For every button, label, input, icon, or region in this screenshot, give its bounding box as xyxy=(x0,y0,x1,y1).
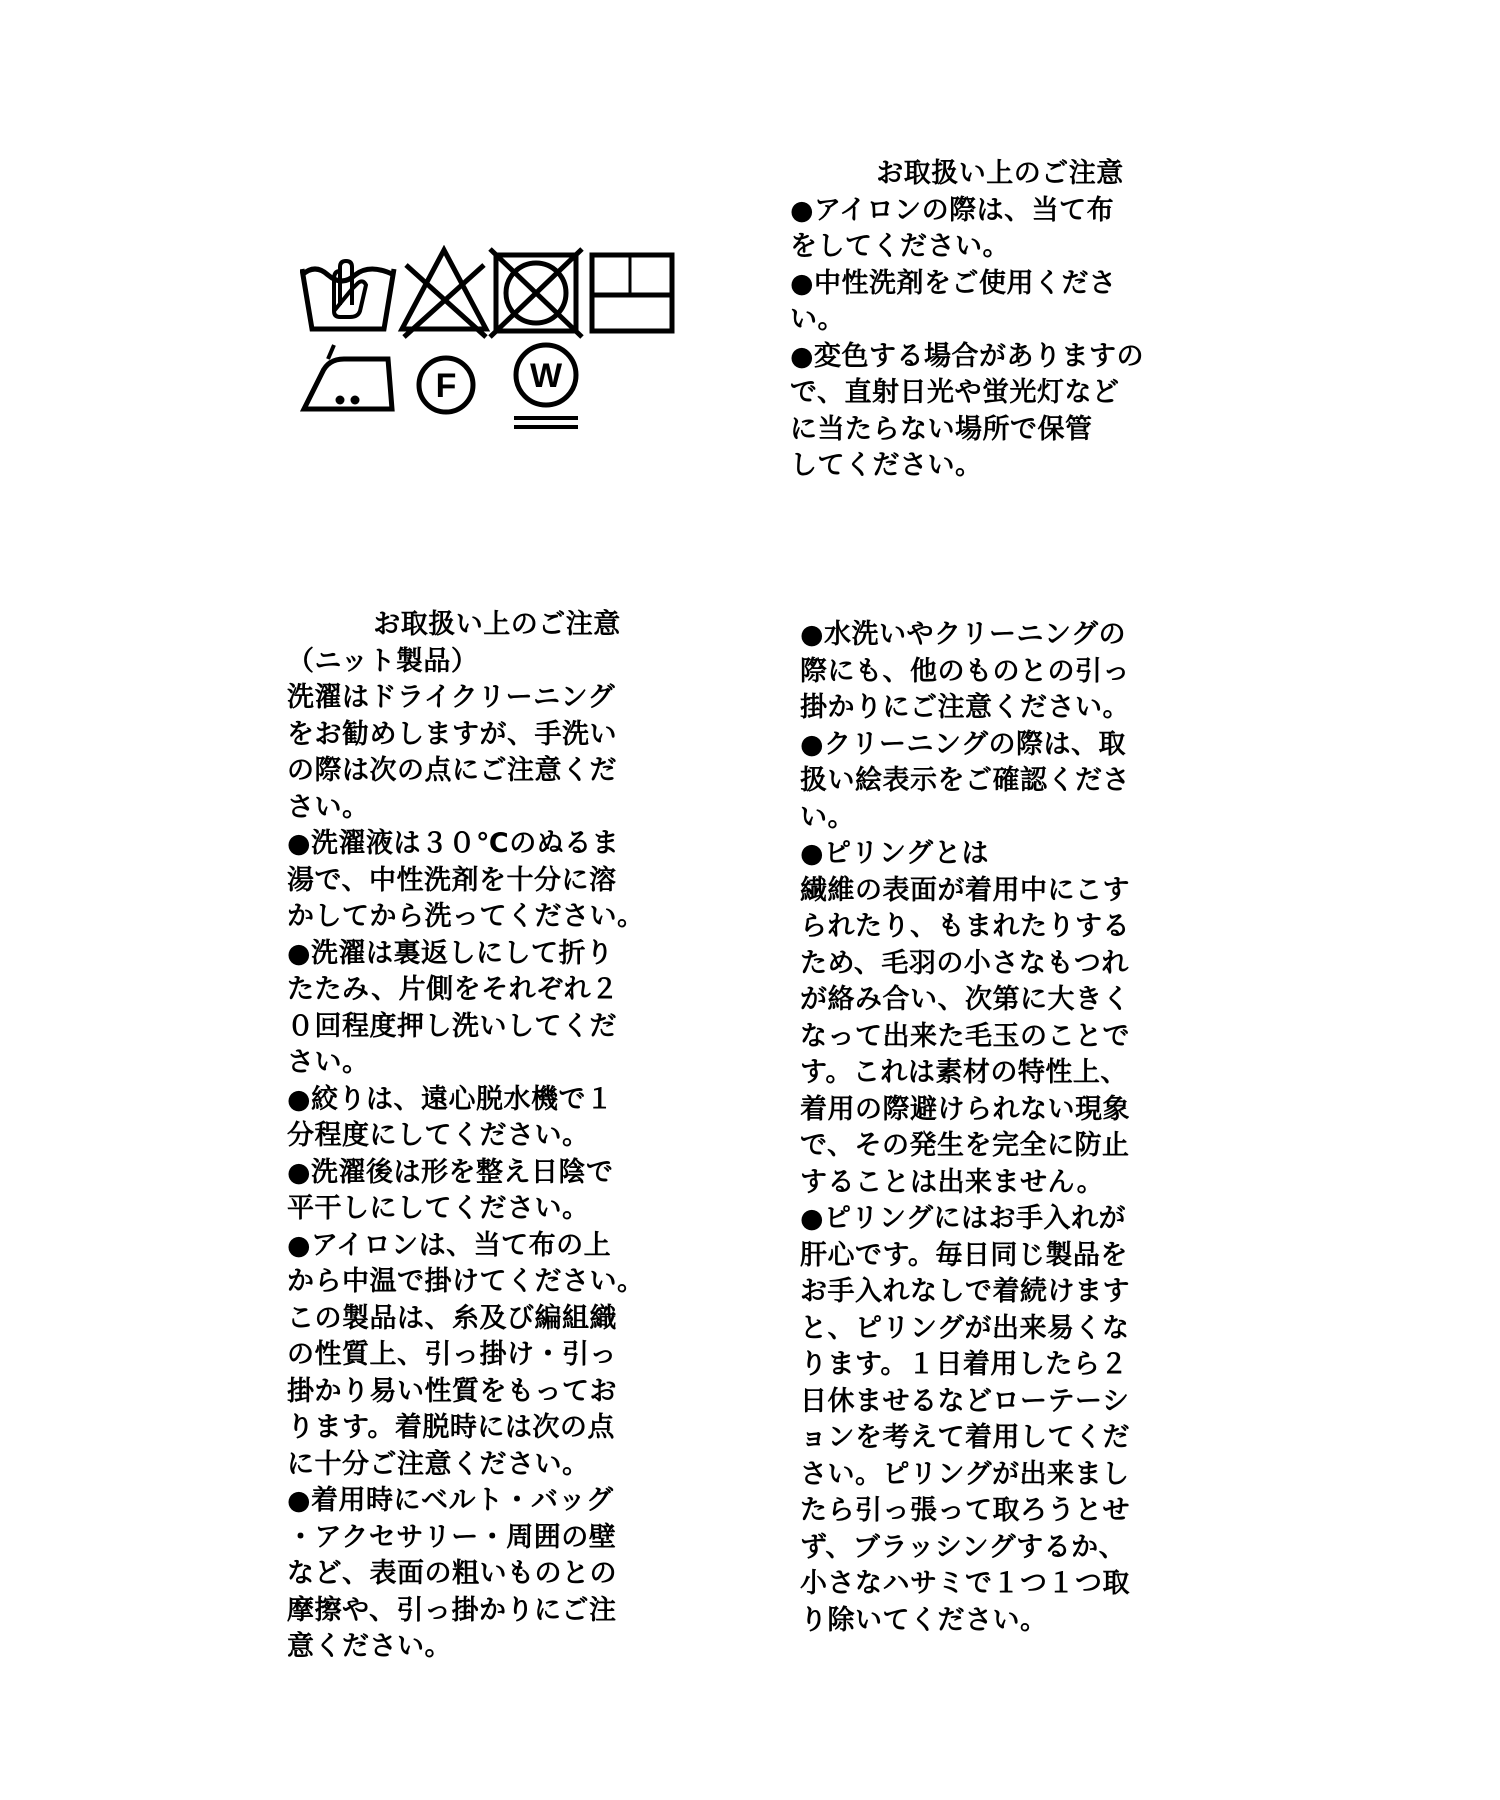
bottom-right-line: お手入れなしで着続けます xyxy=(800,1276,1130,1307)
top-right-line: ●中性洗剤をご使用くださ xyxy=(790,267,1117,299)
bottom-left-line: 分程度にしてください。 xyxy=(287,1120,590,1151)
bottom-right-line: が絡み合い、次第に大きく xyxy=(800,984,1130,1015)
bottom-right-line: 日休ませるなどローテーシ xyxy=(800,1385,1130,1417)
top-right-line: をしてください。 xyxy=(790,231,1010,262)
bottom-left-line: 湯で、中性洗剤を十分に溶 xyxy=(287,864,617,896)
bottom-right-line: す。これは素材の特性上、 xyxy=(800,1057,1128,1088)
bottom-right-line: なって出来た毛玉のことで xyxy=(800,1020,1130,1052)
bottom-left-line: 意ください。 xyxy=(287,1631,452,1662)
bottom-left-line: かしてから洗ってください。 xyxy=(287,901,645,932)
bottom-left-line: から中温で掛けてください。 xyxy=(287,1266,645,1297)
bottom-right-line: ため、毛羽の小さなもつれ xyxy=(800,947,1129,979)
hand-wash-icon xyxy=(302,261,394,329)
bottom-left-line: ●着用時にベルト・バッグ xyxy=(287,1485,614,1516)
care-notes-knit xyxy=(287,607,707,1666)
bottom-right-line: 繊維の表面が着用中にこす xyxy=(800,874,1130,906)
top-right-line: ●アイロンの際は、当て布 xyxy=(790,194,1115,226)
bottom-left-subtitle: （ニット製品） xyxy=(287,645,479,677)
bottom-right-line: さい。ピリングが出来まし xyxy=(800,1458,1130,1490)
bottom-right-line: 掛かりにご注意ください。 xyxy=(800,692,1130,723)
bottom-right-line: ●クリーニングの際は、取 xyxy=(800,728,1127,760)
bottom-right-line: ョンを考えて着用してくだ xyxy=(800,1422,1130,1453)
bottom-right-line: 扱い絵表示をご確認くださ xyxy=(800,765,1130,796)
bottom-left-line: の際は次の点にご注意くだ xyxy=(287,755,617,786)
iron-medium-icon xyxy=(304,345,392,409)
bottom-left-line: 平干しにしてください。 xyxy=(287,1193,590,1224)
bottom-left-line: など、表面の粗いものとの xyxy=(287,1558,617,1589)
bottom-right-line: ●ピリングにはお手入れが xyxy=(800,1203,1127,1234)
top-right-line: い。 xyxy=(790,304,845,335)
bottom-left-line: ●洗濯後は形を整え日陰で xyxy=(287,1156,614,1188)
bottom-right-line: ●ピリングとは xyxy=(800,838,990,869)
top-right-line: ●変色する場合がありますの xyxy=(790,340,1145,372)
bottom-left-line: ●洗濯液は３０℃のぬるま xyxy=(287,828,620,859)
bottom-left-line: さい。 xyxy=(287,791,370,823)
bottom-left-line: ●アイロンは、当て布の上 xyxy=(287,1229,612,1261)
top-right-line: に当たらない場所で保管 xyxy=(790,413,1093,445)
care-notes-pilling xyxy=(800,617,1220,1639)
iron-dot-1 xyxy=(336,396,345,405)
bottom-right-line: 着用の際避けられない現象 xyxy=(800,1093,1130,1125)
bottom-left-line: ●洗濯は裏返しにして折り xyxy=(287,937,614,969)
no-tumble-dry-icon xyxy=(490,249,582,337)
bottom-right-line: たら引っ張って取ろうとせ xyxy=(800,1495,1130,1526)
bottom-left-line: ・アクセサリー・周囲の壁 xyxy=(287,1521,617,1553)
bottom-left-line: ●絞りは、遠心脱水機で１ xyxy=(287,1083,614,1115)
bottom-left-line: この製品は、糸及び編組織 xyxy=(287,1302,617,1334)
bottom-right-line: ず、ブラッシングするか、 xyxy=(800,1531,1127,1563)
iron-dot-2 xyxy=(351,396,360,405)
bottom-right-line: で、その発生を完全に防止 xyxy=(800,1130,1130,1161)
bottom-left-line: をお勧めしますが、手洗い xyxy=(287,718,617,750)
bottom-left-line: 摩擦や、引っ掛かりにご注 xyxy=(287,1594,617,1626)
care-symbols xyxy=(300,245,700,445)
bottom-left-line: さい。 xyxy=(287,1047,370,1078)
line-dry-icon xyxy=(592,255,672,331)
top-right-line: してください。 xyxy=(790,450,983,481)
bottom-right-line: ります。１日着用したら２ xyxy=(800,1349,1128,1380)
bottom-left-line: 洗濯はドライクリーニング xyxy=(287,682,616,713)
top-right-title: お取扱い上のご注意 xyxy=(876,158,1124,189)
bottom-right-line: することは出来ません。 xyxy=(800,1166,1105,1198)
bottom-right-line: 小さなハサミで１つ１つ取 xyxy=(800,1568,1130,1599)
bottom-right-line: ●水洗いやクリーニングの xyxy=(800,619,1127,650)
bottom-left-line: の性質上、引っ掛け・引っ xyxy=(287,1339,617,1370)
wet-clean-letter: W xyxy=(529,357,563,395)
dry-clean-letter: F xyxy=(435,367,457,405)
bottom-left-line: に十分ご注意ください。 xyxy=(287,1448,590,1480)
top-right-line: で、直射日光や蛍光灯など xyxy=(790,377,1120,408)
bottom-left-title: お取扱い上のご注意 xyxy=(373,609,621,640)
bottom-left-line: ります。着脱時には次の点 xyxy=(287,1412,615,1443)
care-notes-top-right xyxy=(790,156,1210,485)
bottom-left-line: ０回程度押し洗いしてくだ xyxy=(287,1010,617,1042)
bottom-left-line: たたみ、片側をそれぞれ２ xyxy=(287,974,619,1005)
bottom-right-line: 肝心です。毎日同じ製品を xyxy=(800,1239,1128,1271)
bottom-right-line: い。 xyxy=(800,801,855,833)
bottom-left-line: 掛かり易い性質をもってお xyxy=(287,1375,617,1407)
bottom-right-line: と、ピリングが出来易くな xyxy=(800,1312,1130,1344)
bottom-right-line: り除いてください。 xyxy=(800,1604,1048,1636)
bottom-right-line: 際にも、他のものとの引っ xyxy=(800,655,1130,687)
care-symbols-svg xyxy=(300,245,700,445)
no-bleach-icon xyxy=(402,250,486,337)
bottom-right-line: られたり、もまれたりする xyxy=(800,911,1130,942)
